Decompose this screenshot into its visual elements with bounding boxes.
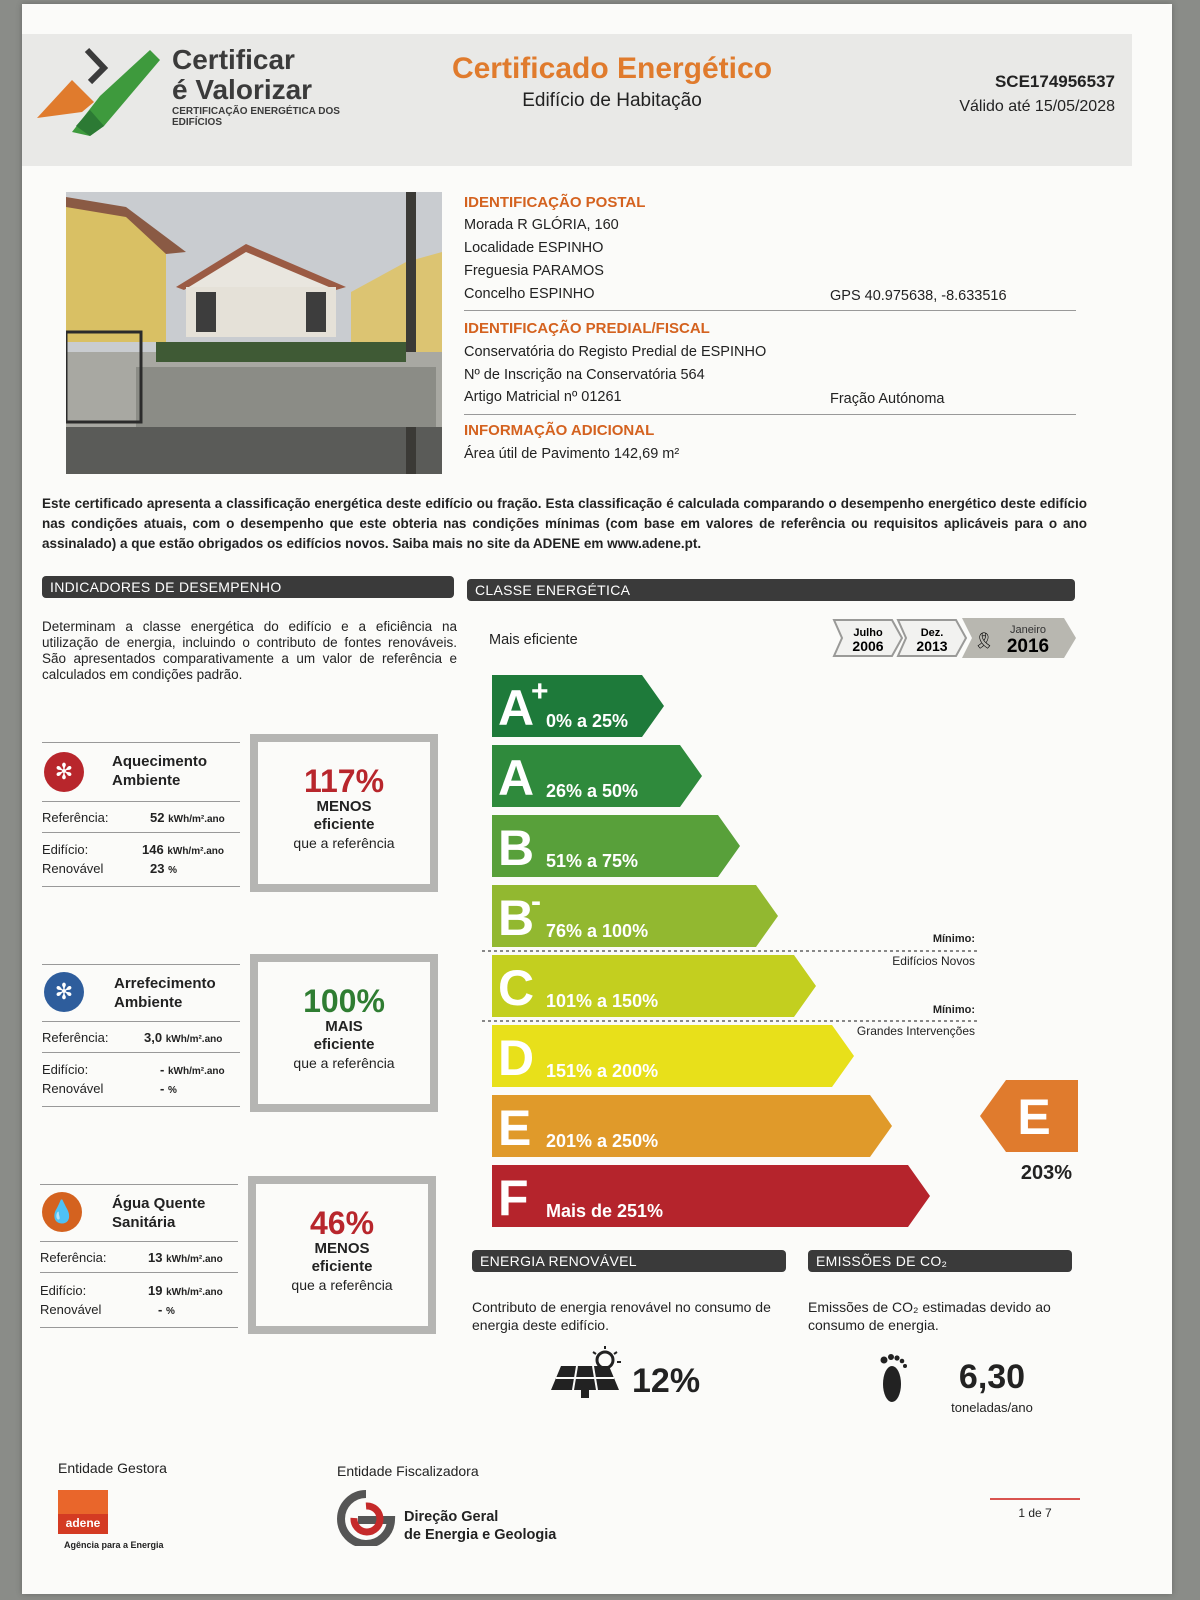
class-letter-4: B xyxy=(498,890,535,946)
ind2-comparison-box xyxy=(250,954,438,1112)
class-range-7: 201% a 250% xyxy=(546,1131,659,1151)
predial-inscricao: Nº de Inscrição na Conservatória 564 xyxy=(464,367,705,383)
ind2-percent: 100% xyxy=(303,983,385,1019)
ind2-edif-label: Edifício: xyxy=(42,1062,89,1077)
hot-water-icon: 💧 xyxy=(42,1192,82,1232)
logo-line2: é Valorizar xyxy=(172,74,313,105)
ind1-percent: 117% xyxy=(303,763,385,799)
ind1-name: Aquecimento Ambiente xyxy=(112,753,208,789)
class-range-4: 76% a 100% xyxy=(546,921,649,941)
predial-fracao: Fração Autónoma xyxy=(830,391,945,407)
divider xyxy=(42,1106,240,1107)
ind2-ref-value: 3,0 kWh/m².ano xyxy=(144,1030,223,1045)
postal-heading: IDENTIFICAÇÃO POSTAL xyxy=(464,194,646,211)
postal-freguesia: Freguesia PARAMOS xyxy=(464,263,604,279)
predial-heading: IDENTIFICAÇÃO PREDIAL/FISCAL xyxy=(464,320,710,337)
class-range-3: 51% a 75% xyxy=(546,851,639,871)
logo-line1: Certificar xyxy=(172,44,295,75)
page-title: Certificado Energético xyxy=(451,52,773,85)
minimo-label-2: Mínimo: xyxy=(932,1004,975,1016)
co2-text: Emissões de CO₂ estimadas devido ao consumo de energia. xyxy=(808,1299,1051,1333)
class-letter-2: A xyxy=(498,750,535,806)
adene-logo xyxy=(58,1490,108,1534)
minimo-label-1: Mínimo: xyxy=(932,933,975,945)
divider xyxy=(42,832,240,833)
version-month-2: Dez. xyxy=(920,627,944,639)
divider xyxy=(42,1021,240,1022)
ind2-eficiente: eficiente xyxy=(313,1036,375,1053)
divider xyxy=(42,1052,240,1053)
divider xyxy=(42,801,240,802)
postal-morada: Morada R GLÓRIA, 160 xyxy=(464,217,619,233)
renovavel-text: Contributo de energia renovável no consumo de energia deste edifício. xyxy=(472,1299,771,1333)
class-bar-6 xyxy=(492,1025,854,1087)
divider xyxy=(42,964,240,965)
ind1-direction: MENOS xyxy=(316,798,372,815)
ind1-edif-value: 146 kWh/m².ano xyxy=(142,842,224,857)
class-bar-2 xyxy=(492,745,702,807)
version-year-1: 2006 xyxy=(852,638,884,654)
ind2-renov-label: Renovável xyxy=(42,1081,104,1096)
ind1-edif-label: Edifício: xyxy=(42,842,89,857)
heating-fan-icon: ✻ xyxy=(44,752,84,792)
ind3-eficiente: eficiente xyxy=(311,1258,373,1275)
ind3-comparison-box xyxy=(248,1176,436,1334)
divider xyxy=(42,886,240,887)
divider xyxy=(40,1272,238,1273)
version-year-3: 2016 xyxy=(1006,636,1050,657)
co2-heading: EMISSÕES DE CO₂ xyxy=(808,1250,1072,1272)
ind3-edif-label: Edifício: xyxy=(40,1283,87,1298)
ind2-edif-value: - kWh/m².ano xyxy=(160,1062,225,1077)
ind3-ref-label: Referência: xyxy=(40,1250,107,1265)
building-photo xyxy=(66,192,442,474)
co2-value: 6,30 xyxy=(958,1358,1026,1396)
divider xyxy=(40,1184,238,1185)
version-month-3: Janeiro xyxy=(1009,624,1047,636)
adene-tagline: Agência para a Energia xyxy=(64,1540,164,1550)
valid-until: Válido até 15/05/2028 xyxy=(959,98,1115,115)
class-range-6: 151% a 200% xyxy=(546,1061,659,1081)
ind1-ref-label: Referência: xyxy=(42,810,109,825)
divider xyxy=(40,1327,238,1328)
ind1-ref-value: 52 kWh/m².ano xyxy=(150,810,225,825)
class-range-2: 26% a 50% xyxy=(546,781,639,801)
ind3-renov-label: Renovável xyxy=(40,1302,102,1317)
class-bar-3 xyxy=(492,815,740,877)
ind2-renov-value: - % xyxy=(160,1081,177,1096)
ind1-renov-value: 23 % xyxy=(150,861,177,876)
dgeg-name: Direção Geral de Energia e Geologia xyxy=(404,1509,557,1543)
result-class-letter: E xyxy=(1017,1089,1051,1145)
ind3-edif-value: 19 kWh/m².ano xyxy=(148,1283,223,1298)
certificate-number: SCE174956537 xyxy=(994,72,1115,91)
ind3-compare: que a referência xyxy=(291,1277,393,1293)
ind3-renov-value: - % xyxy=(158,1302,175,1317)
class-range-1: 0% a 25% xyxy=(546,711,629,731)
adicional-area: Área útil de Pavimento 142,69 m² xyxy=(464,446,680,462)
indicators-description: Determinam a classe energética do edifício e a eficiência na utilização de energia, incluindo o contributo de fontes renováveis. São apresentados comparativamente a um valor de referência e calculados em condições padrão. xyxy=(42,619,457,682)
minimo-grandes-intervencoes: Grandes Intervenções xyxy=(856,1024,975,1038)
adicional-heading: INFORMAÇÃO ADICIONAL xyxy=(464,422,655,439)
minimo-edificios-novos: Edifícios Novos xyxy=(892,954,975,968)
page-number: 1 de 7 xyxy=(1018,1506,1052,1520)
certificate-page xyxy=(22,4,1172,1594)
ind3-percent: 46% xyxy=(309,1205,375,1241)
class-sup-1: + xyxy=(531,675,549,708)
ind1-eficiente: eficiente xyxy=(313,816,375,833)
class-range-8: Mais de 251% xyxy=(546,1201,664,1221)
ind1-renov-label: Renovável xyxy=(42,861,104,876)
class-letter-5: C xyxy=(498,960,535,1016)
class-bar-7 xyxy=(492,1095,892,1157)
class-letter-8: F xyxy=(498,1170,529,1226)
footer-rule xyxy=(990,1498,1080,1500)
footprint-icon xyxy=(874,1350,914,1410)
postal-gps: GPS 40.975638, -8.633516 xyxy=(830,288,1007,304)
class-range-5: 101% a 150% xyxy=(546,991,659,1011)
class-letter-7: E xyxy=(498,1100,532,1156)
dgeg-logo-mark xyxy=(336,1490,398,1546)
ind2-direction: MAIS xyxy=(325,1018,363,1035)
result-class-percent: 203% xyxy=(1020,1162,1072,1184)
cooling-fan-icon: ✻ xyxy=(44,972,84,1012)
class-bar-1 xyxy=(492,675,664,737)
intro-text: Este certificado apresenta a classificação energética deste edifício ou fração. Esta classificação é calculada comparando o desempenho energético deste edifício nas condições atuais, com o desempenho que este obteria nas condições mínimas (com base em valores de referência ou requisitos aplicáveis para o ano assinalado) a que estão obrigados os edifícios novos. Saiba mais no site da ADENE em www.adene.pt. xyxy=(42,496,1087,551)
version-month-1: Julho xyxy=(853,627,883,639)
postal-concelho: Concelho ESPINHO xyxy=(464,286,595,302)
divider xyxy=(464,414,1076,415)
divider xyxy=(464,310,1076,311)
renovavel-value: 12% xyxy=(632,1362,701,1400)
divider xyxy=(42,742,240,743)
class-bar-8 xyxy=(492,1165,930,1227)
ind1-compare: que a referência xyxy=(293,835,395,851)
class-bar-5 xyxy=(492,955,816,1017)
predial-conservatoria: Conservatória do Registo Predial de ESPINHO xyxy=(464,344,767,360)
ind1-comparison-box xyxy=(250,734,438,892)
regulation-version-tabs xyxy=(832,616,1077,660)
adene-logo-text: adene xyxy=(65,1516,101,1530)
solar-panel-icon xyxy=(547,1344,627,1400)
predial-artigo: Artigo Matricial nº 01261 xyxy=(464,389,622,405)
certificar-logo-mark xyxy=(32,40,172,140)
result-class-arrow xyxy=(980,1078,1080,1154)
class-letter-1: A xyxy=(498,680,535,736)
ind2-ref-label: Referência: xyxy=(42,1030,109,1045)
ind3-ref-value: 13 kWh/m².ano xyxy=(148,1250,223,1265)
gestora-label: Entidade Gestora xyxy=(58,1460,167,1476)
ind2-name: Arrefecimento Ambiente xyxy=(114,975,216,1011)
renovavel-heading: ENERGIA RENOVÁVEL xyxy=(472,1250,786,1272)
version-year-2: 2013 xyxy=(916,638,948,654)
class-letter-3: B xyxy=(498,820,535,876)
ind3-direction: MENOS xyxy=(314,1240,370,1257)
ind3-name: Água Quente Sanitária xyxy=(112,1195,206,1231)
ribbon-icon: 🎗 xyxy=(973,633,995,650)
mais-eficiente-label: Mais eficiente xyxy=(489,632,578,648)
divider xyxy=(40,1241,238,1242)
class-letter-6: D xyxy=(498,1030,535,1086)
ind2-compare: que a referência xyxy=(293,1055,395,1071)
class-bar-4 xyxy=(492,885,778,947)
energy-class-heading: CLASSE ENERGÉTICA xyxy=(467,579,1075,601)
postal-localidade: Localidade ESPINHO xyxy=(464,240,604,256)
co2-unit: toneladas/ano xyxy=(951,1400,1033,1415)
logo-subtitle: CERTIFICAÇÃO ENERGÉTICA DOS EDIFÍCIOS xyxy=(172,106,340,128)
fiscalizadora-label: Entidade Fiscalizadora xyxy=(337,1463,479,1479)
indicators-heading: INDICADORES DE DESEMPENHO xyxy=(42,576,454,598)
class-sup-4: - xyxy=(531,885,541,918)
page-subtitle: Edifício de Habitação xyxy=(522,90,702,111)
